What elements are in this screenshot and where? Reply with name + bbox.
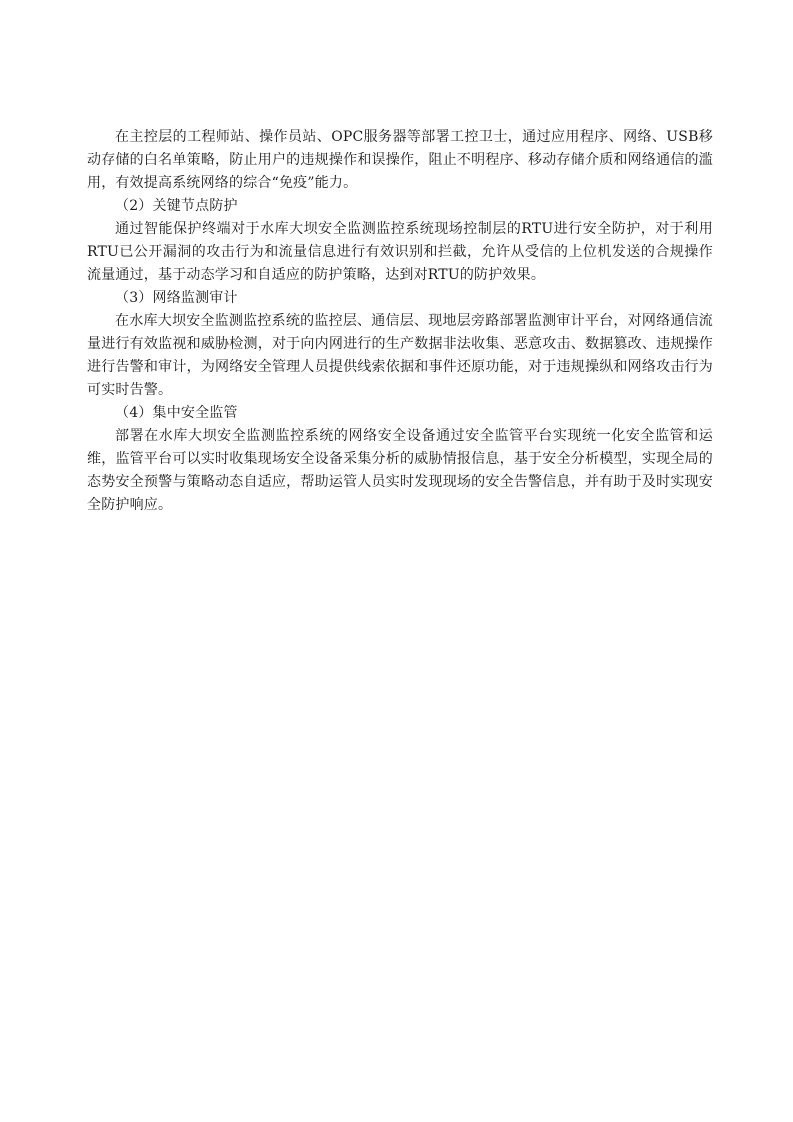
paragraph-host-protection: 在主控层的工程师站、操作员站、OPC服务器等部署工控卫士，通过应用程序、网络、USB移动存储的白名单策略，防止用户的违规操作和误操作，阻止不明程序、移动存储介质和网络通信的滥用，有效提高系统网络的综合“免疫”能力。 [87, 129, 713, 191]
section-heading-key-node-protection: （2）关键节点防护 [115, 198, 238, 214]
paragraph-key-node-protection: 通过智能保护终端对于水库大坝安全监测监控系统现场控制层的RTU进行安全防护，对于利用RTU已公开漏洞的攻击行为和流量信息进行有效识别和拦截，允许从受信的上位机发送的合规操作流量通过，基于动态学习和自适应的防护策略，达到对RTU的防护效果。 [87, 221, 713, 283]
section-heading-central-supervision: （4）集中安全监管 [115, 405, 238, 421]
paragraph-network-audit: 在水库大坝安全监测监控系统的监控层、通信层、现地层旁路部署监测审计平台，对网络通信流量进行有效监视和威胁检测，对于向内网进行的生产数据非法收集、恶意攻击、数据篡改、违规操作进行告警和审计，为网络安全管理人员提供线索依据和事件还原功能，对于违规操纵和网络攻击行为可实时告警。 [87, 313, 713, 398]
document-page [87, 126, 713, 517]
paragraph-central-supervision: 部署在水库大坝安全监测监控系统的网络安全设备通过安全监管平台实现统一化安全监管和运维，监管平台可以实时收集现场安全设备采集分析的威胁情报信息，基于安全分析模型，实现全局的态势安全预警与策略动态自适应，帮助运管人员实时发现现场的安全告警信息，并有助于及时实现安全防护响应。 [87, 428, 713, 513]
section-heading-network-audit: （3）网络监测审计 [115, 290, 238, 306]
